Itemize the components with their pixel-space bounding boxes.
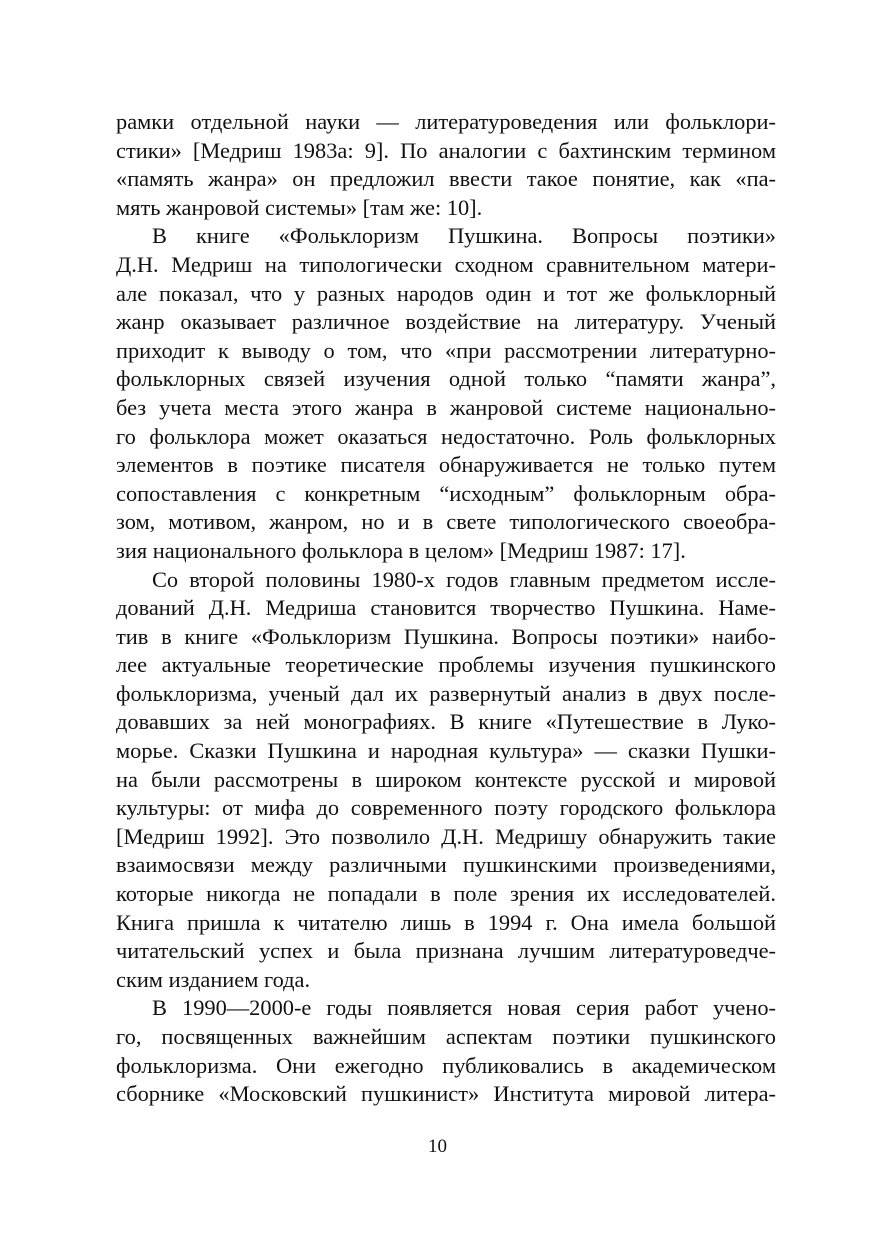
text-line: го, посвященных важнейшим аспектам поэтики пушкинского	[116, 1024, 776, 1049]
text-line: жанр оказывает различное воздействие на литературу. Ученый	[116, 309, 776, 335]
text-line: го фольклора может оказаться недостаточно. Роль фольклорных	[116, 423, 776, 449]
text-line: Д.Н. Медриш на типологически сходном сравнительном матери-	[116, 251, 776, 277]
text-line: фольклорных связей изучения одной только “памяти жанра”,	[116, 366, 776, 392]
text-line: зом, мотивом, жанром, но и в свете типологического своеобра-	[116, 509, 776, 535]
text-line: приходит к выводу о том, что «при рассмотрении литературно-	[116, 337, 776, 363]
text-line: сборнике «Московский пушкинист» Института мировой литера-	[116, 1081, 776, 1107]
paragraph	[116, 222, 776, 565]
text-line: фольклоризма. Они ежегодно публиковались в академическом	[116, 1052, 776, 1078]
text-line: В книге «Фольклоризм Пушкина. Вопросы поэтики»	[152, 223, 776, 249]
text-line: без учета места этого жанра в жанровой системе национально-	[116, 394, 776, 420]
text-line: фольклоризма, ученый дал их развернутый анализ в двух после-	[116, 680, 776, 706]
text-line: «память жанра» он предложил ввести такое понятие, как «па-	[116, 166, 776, 192]
text-line: элементов в поэтике писателя обнаруживается не только путем	[116, 452, 776, 478]
text-line: стики» [Медриш 1983а: 9]. По аналогии с бахтинским термином	[116, 137, 776, 163]
text-line: лее актуальные теоретические проблемы изучения пушкинского	[116, 652, 776, 678]
text-line: на были рассмотрены в широком контексте русской и мировой	[116, 766, 776, 792]
text-line: ским изданием года.	[116, 966, 311, 992]
text-line: [Медриш 1992]. Это позволило Д.Н. Медришу обнаружить такие	[116, 823, 776, 849]
text-line: сопоставления с конкретным “исходным” фольклорным обра-	[116, 480, 776, 506]
text-line: дований Д.Н. Медриша становится творчество Пушкина. Наме-	[116, 595, 776, 621]
text-line: Книга пришла к читателю лишь в 1994 г. Она имела большой	[116, 909, 776, 935]
text-line: довавших за ней монографиях. В книге «Путешествие в Луко-	[116, 709, 776, 735]
paragraph	[116, 108, 776, 222]
paragraph	[116, 994, 776, 1108]
text-line: тив в книге «Фольклоризм Пушкина. Вопросы поэтики» наибо-	[116, 623, 776, 649]
text-line: Со второй половины 1980-х годов главным предметом иссле-	[152, 566, 776, 592]
text-line: В 1990—2000-е годы появляется новая серия работ учено-	[152, 995, 776, 1021]
document-body	[116, 108, 776, 1109]
text-line: мять жанровой системы» [там же: 10].	[116, 194, 483, 220]
page-number: 10	[428, 1136, 447, 1157]
text-line: читательский успех и была признана лучшим литературоведче-	[116, 938, 776, 964]
text-line: культуры: от мифа до современного поэту городского фольклора	[116, 795, 776, 821]
text-line: рамки отдельной науки — литературоведения или фольклори-	[116, 109, 776, 134]
text-line: зия национального фольклора в целом» [Медриш 1987: 17].	[116, 537, 686, 563]
text-line: которые никогда не попадали в поле зрения их исследователей.	[116, 881, 776, 907]
text-line: але показал, что у разных народов один и тот же фольклорный	[116, 280, 776, 306]
text-line: взаимосвязи между различными пушкинскими произведениями,	[116, 852, 776, 878]
text-line: морье. Сказки Пушкина и народная культура» — сказки Пушки-	[116, 738, 776, 764]
paragraph	[116, 566, 776, 995]
